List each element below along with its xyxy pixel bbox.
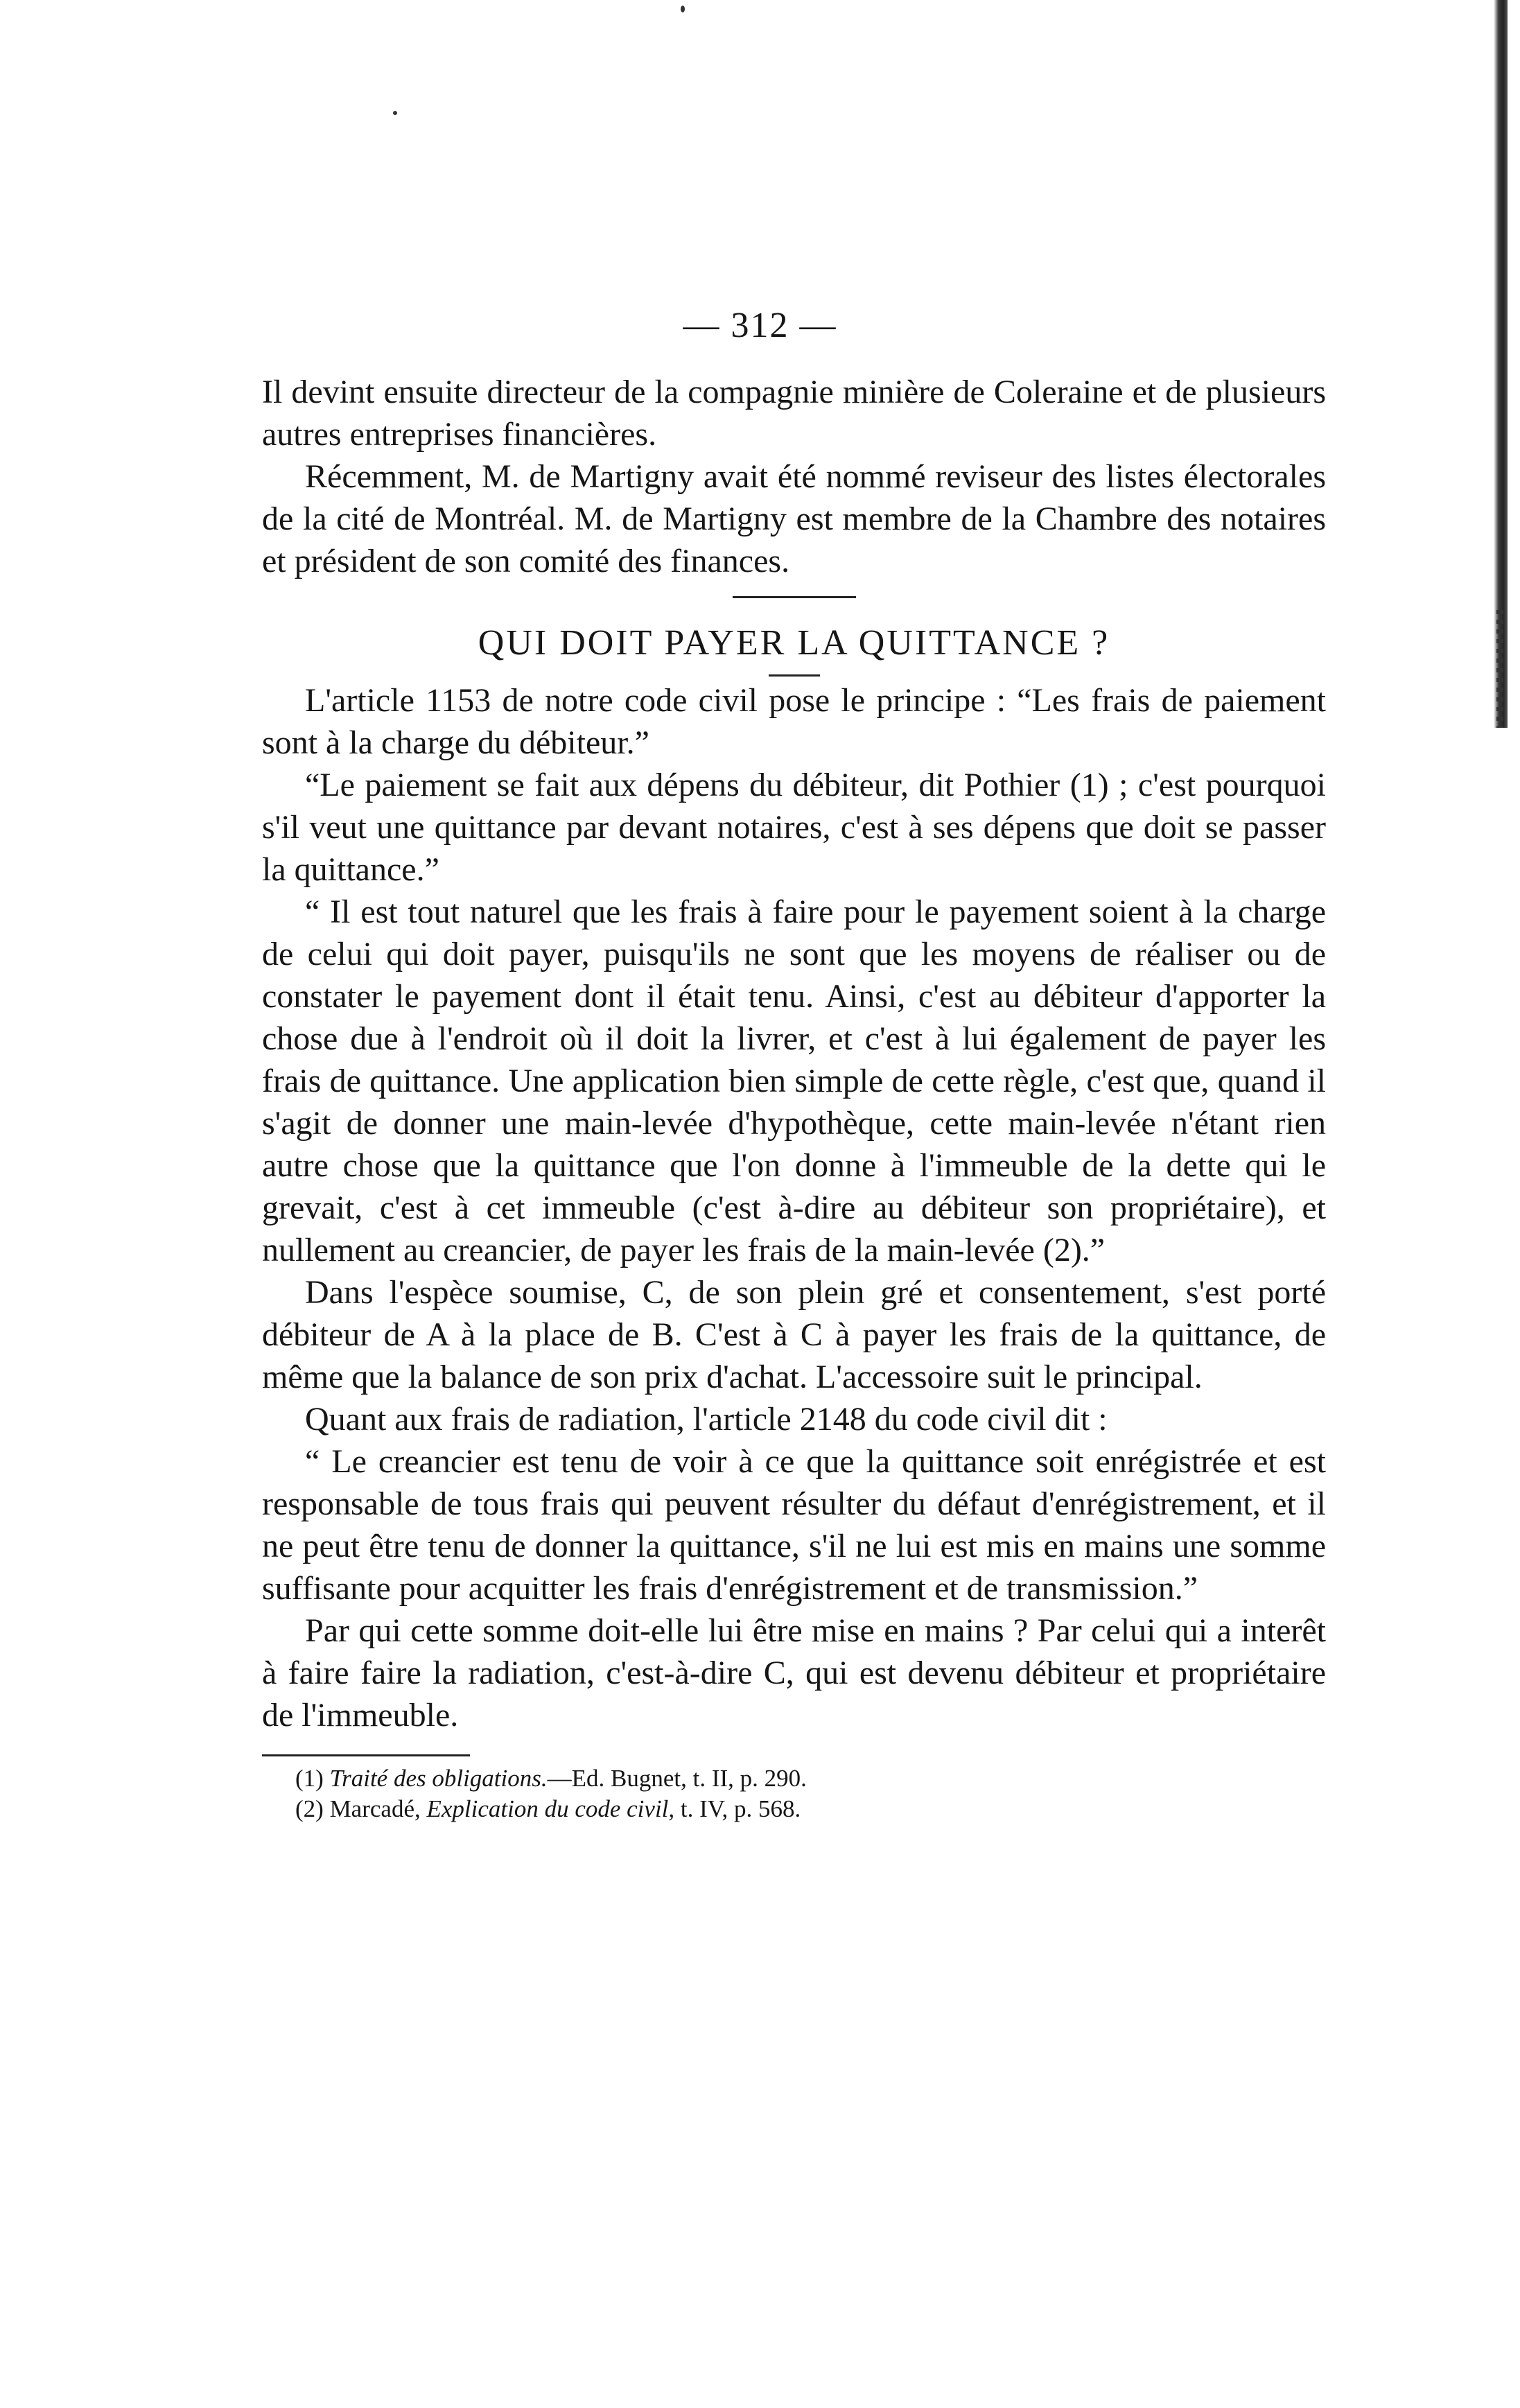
- footnotes: [262, 1763, 1326, 1824]
- section-divider: [733, 596, 856, 598]
- footnote-divider: [262, 1754, 470, 1756]
- scan-edge-marks: [1496, 610, 1503, 728]
- footnote-reference: —Ed. Bugnet, t. II, p. 290.: [547, 1765, 807, 1792]
- footnote-2: [295, 1794, 1326, 1824]
- footnote-mark: (2): [295, 1795, 324, 1822]
- paragraph: Dans l'espèce soumise, C, de son plein gré et consentement, s'est porté débiteur de A à la place de B. C'est à C à payer les frais de la quittance, de même que la balance de son prix d'achat. L'accessoire suit le principal.: [262, 1274, 1326, 1395]
- page-number: — 312 —: [683, 306, 837, 345]
- scan-speck: [393, 111, 397, 115]
- footnote-reference: t. IV, p. 568.: [680, 1795, 801, 1822]
- scan-speck: [681, 6, 685, 12]
- heading-underline: [769, 674, 820, 677]
- paragraph: Quant aux frais de radiation, l'article 2148 du code civil dit :: [305, 1401, 1108, 1438]
- footnote-mark: (1): [295, 1765, 324, 1792]
- footnote-author: Marcadé,: [329, 1795, 421, 1822]
- paragraph: “ Il est tout naturel que les frais à faire pour le payement soient à la charge de celui qui doit payer, puisqu'ils ne sont que les moyens de réaliser ou de constater le payement dont il était tenu. Ainsi, c'est au débiteur d'apporter la chose due à l'endroit où il doit la livrer, et c'est à lui également de payer les frais de quittance. Une application bien simple de cette règle, c'est que, quand il s'agit de donner une main-levée d'hypothèque, cette main-levée n'étant rien autre chose que la quittance que l'on donne à l'immeuble de la dette qui le grevait, c'est à cet immeuble (c'est à-dire au débiteur son propriétaire), et nullement au creancier, de payer les frais de la main-levée (2).”: [262, 893, 1326, 1268]
- footnote-1: [295, 1763, 1326, 1794]
- paragraph: “ Le creancier est tenu de voir à ce que la quittance soit enrégistrée et est responsable de tous frais qui peuvent résulter du défaut d'enrégistrement, et il ne peut être tenu de donner la quittance, s'il ne lui est mis en mains une somme suffisante pour acquitter les frais d'enrégistrement et de transmission.”: [262, 1443, 1326, 1607]
- paragraph: L'article 1153 de notre code civil pose le principe : “Les frais de paiement sont à la charge du débiteur.”: [262, 682, 1326, 761]
- footnote-title: Explication du code civil,: [426, 1795, 675, 1822]
- paragraph: Il devint ensuite directeur de la compagnie minière de Coleraine et de plusieurs autres entreprises financières.: [262, 374, 1326, 453]
- paragraph: Par qui cette somme doit-elle lui être mise en mains ? Par celui qui a interêt à faire faire la radiation, c'est-à-dire C, qui est devenu débiteur et propriétaire de l'immeuble.: [262, 1612, 1326, 1734]
- body-text: [262, 371, 1326, 1824]
- footnote-title: Traité des obligations.: [329, 1765, 548, 1792]
- paragraph: “Le paiement se fait aux dépens du débiteur, dit Pothier (1) ; c'est pourquoi s'il veut une quittance par devant notaires, c'est à ses dépens que doit se passer la quittance.”: [262, 767, 1326, 888]
- paragraph: Récemment, M. de Martigny avait été nommé reviseur des listes électorales de la cité de Montréal. M. de Martigny est membre de la Chambre des notaires et président de son comité des finances.: [262, 458, 1326, 579]
- section-heading: QUI DOIT PAYER LA QUITTANCE ?: [478, 623, 1110, 663]
